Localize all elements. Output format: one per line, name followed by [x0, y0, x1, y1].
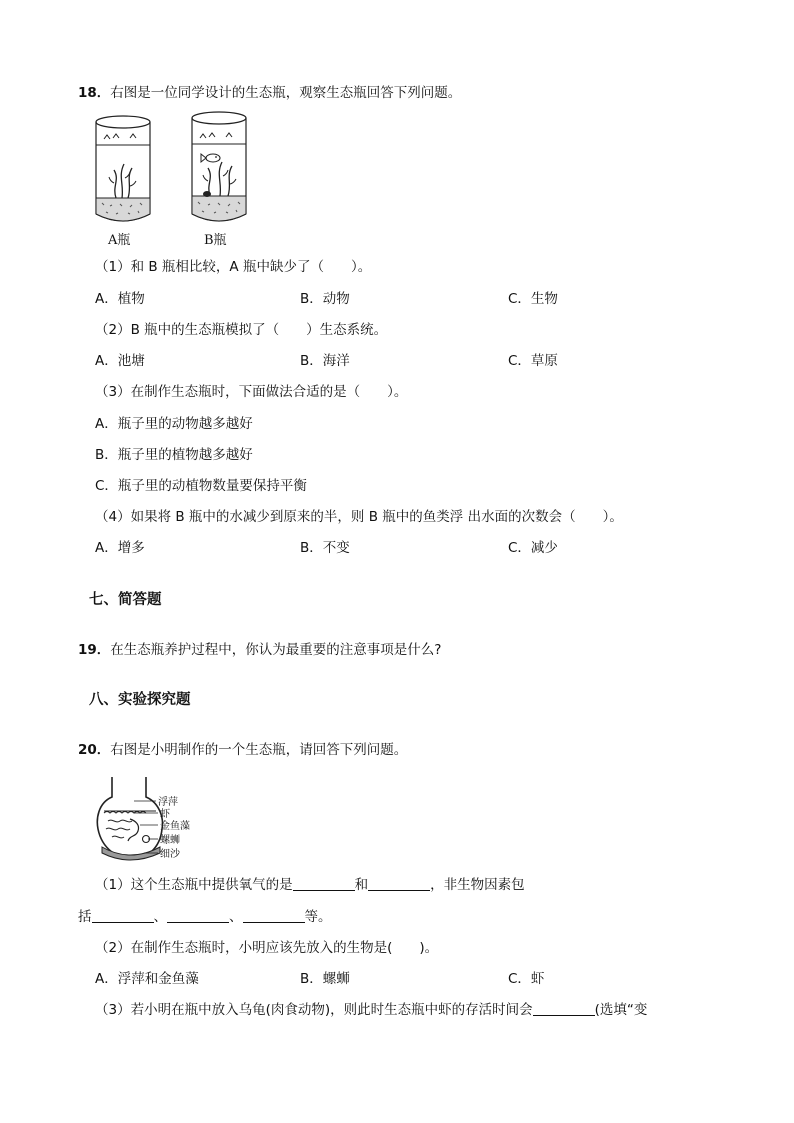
q18-sub3-option-b: B．瓶子里的植物越多越好	[95, 447, 253, 463]
q20-figure	[94, 773, 214, 865]
q20-sub2-option-c: C．虾	[508, 971, 545, 987]
answer-blank-5[interactable]	[243, 908, 305, 923]
q18-sub3: （3）在制作生态瓶时，下面做法合适的是（ ）。	[95, 384, 408, 400]
label-fuping: 浮萍	[158, 797, 178, 808]
q18-sub2-option-a: A．池塘	[95, 353, 145, 369]
q18-sub1-option-b: B．动物	[300, 291, 350, 307]
answer-blank-3[interactable]	[92, 908, 154, 923]
label-hornwort: 金鱼藻	[160, 821, 190, 832]
q20-sub1-line2: 括 、 、 等。	[78, 909, 332, 925]
round-flask-illustration	[97, 777, 162, 860]
answer-blank-6[interactable]	[533, 1001, 595, 1016]
q18-sub1-option-c: C．生物	[508, 291, 558, 307]
q18-sub4-option-a: A．增多	[95, 540, 145, 556]
q18-sub4-option-c: C．减少	[508, 540, 558, 556]
label-shrimp: 虾	[160, 809, 170, 820]
section-8-heading: 八、实验探究题	[89, 692, 191, 708]
q18-sub3-option-a: A．瓶子里的动物越多越好	[95, 416, 253, 432]
q18-stem: 18．右图是一位同学设计的生态瓶，观察生态瓶回答下列问题。	[78, 85, 462, 101]
q20-sub1-line1: （1）这个生态瓶中提供氧气的是 和 ，非生物因素包	[95, 877, 525, 893]
q18-sub2-option-b: B．海洋	[300, 353, 350, 369]
q18-sub1-option-a: A．植物	[95, 291, 145, 307]
q18-sub2-option-c: C．草原	[508, 353, 558, 369]
q18-figure	[90, 108, 260, 250]
jar-b-illustration	[192, 112, 246, 221]
q18-sub1: （1）和 B 瓶相比较，A 瓶中缺少了（ ）。	[95, 259, 372, 275]
answer-blank-1[interactable]	[293, 876, 355, 891]
jar-b-label: B瓶	[204, 233, 227, 248]
label-sand: 细沙	[160, 849, 180, 860]
section-7-heading: 七、简答题	[89, 592, 162, 608]
q20-stem: 20．右图是小明制作的一个生态瓶，请回答下列问题。	[78, 742, 408, 758]
q18-sub2: （2）B 瓶中的生态瓶模拟了（ ）生态系统。	[95, 322, 388, 338]
answer-blank-4[interactable]	[167, 908, 229, 923]
q18-sub4-option-b: B．不变	[300, 540, 350, 556]
jar-a-illustration	[96, 116, 150, 221]
q18-sub3-option-c: C．瓶子里的动植物数量要保持平衡	[95, 478, 307, 494]
q20-sub3: （3）若小明在瓶中放入乌龟(肉食动物)，则此时生态瓶中虾的存活时间会 (选填“变	[95, 1002, 648, 1018]
q19-text: 19．在生态瓶养护过程中，你认为最重要的注意事项是什么?	[78, 642, 442, 658]
q18-sub4: （4）如果将 B 瓶中的水减少到原来的半，则 B 瓶中的鱼类浮 出水面的次数会（ ）。	[95, 509, 623, 525]
label-snail: 螺蛳	[160, 835, 180, 846]
answer-blank-2[interactable]	[368, 876, 430, 891]
q20-sub2-option-a: A．浮萍和金鱼藻	[95, 971, 199, 987]
q20-sub2-option-b: B．螺蛳	[300, 971, 350, 987]
jar-a-label: A瓶	[108, 233, 131, 248]
q20-sub2: （2）在制作生态瓶时，小明应该先放入的生物是( )。	[95, 940, 439, 956]
